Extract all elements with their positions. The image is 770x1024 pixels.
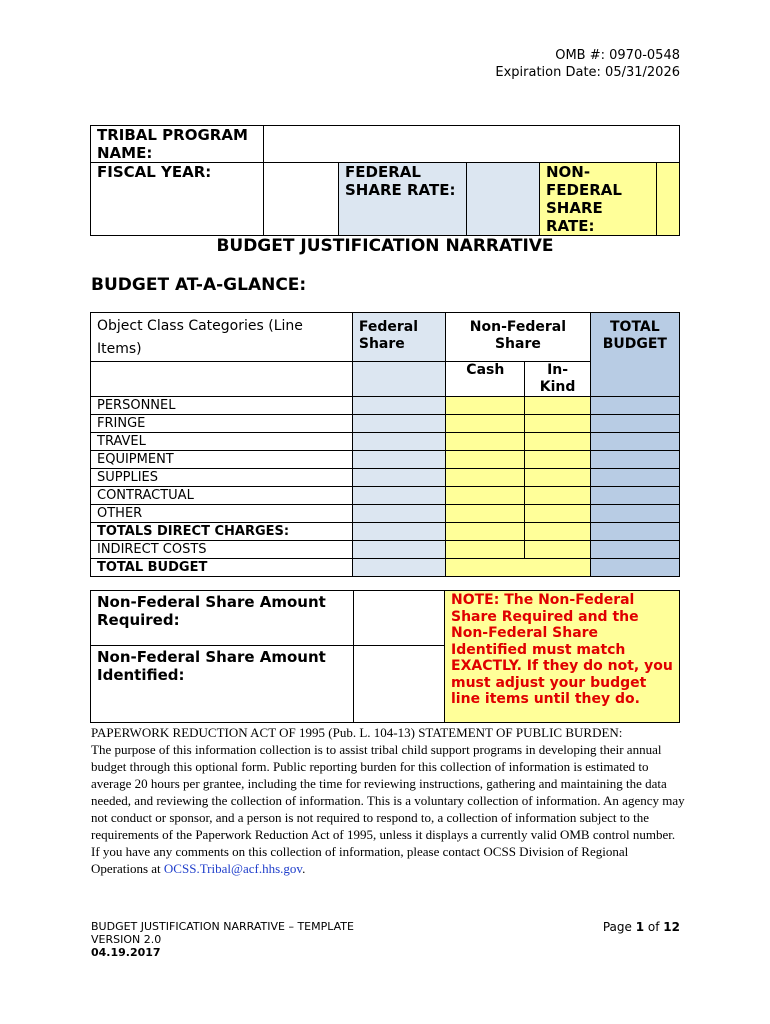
omb-number: OMB #: 0970-0548 bbox=[555, 48, 680, 63]
row-label-total-direct: TOTALS DIRECT CHARGES: bbox=[91, 523, 353, 541]
equipment-inkind-cell[interactable] bbox=[525, 451, 590, 469]
indirect-cash-cell[interactable] bbox=[446, 541, 525, 559]
equipment-cash-cell[interactable] bbox=[446, 451, 525, 469]
row-label-indirect: INDIRECT COSTS bbox=[91, 541, 353, 559]
col-header-inkind: In-Kind bbox=[525, 362, 590, 397]
fringe-cash-cell[interactable] bbox=[446, 415, 525, 433]
row-label-other: OTHER bbox=[91, 505, 353, 523]
current-page: 1 bbox=[635, 920, 645, 934]
contractual-cash-cell[interactable] bbox=[446, 487, 525, 505]
indirect-total-cell[interactable] bbox=[590, 541, 679, 559]
travel-inkind-cell[interactable] bbox=[525, 433, 590, 451]
equipment-federal-cell[interactable] bbox=[352, 451, 445, 469]
indirect-federal-cell[interactable] bbox=[352, 541, 445, 559]
personnel-federal-cell[interactable] bbox=[352, 397, 445, 415]
header-spacer-federal bbox=[352, 362, 445, 397]
travel-federal-cell[interactable] bbox=[352, 433, 445, 451]
personnel-inkind-cell[interactable] bbox=[525, 397, 590, 415]
supplies-federal-cell[interactable] bbox=[352, 469, 445, 487]
col-header-cash: Cash bbox=[446, 362, 525, 397]
travel-total-cell[interactable] bbox=[590, 433, 679, 451]
col-header-nonfederal: Non-Federal Share bbox=[446, 313, 590, 362]
contractual-total-cell[interactable] bbox=[590, 487, 679, 505]
fiscal-year-label: FISCAL YEAR: bbox=[91, 163, 264, 236]
row-label-contractual: CONTRACTUAL bbox=[91, 487, 353, 505]
total-direct-total-cell[interactable] bbox=[590, 523, 679, 541]
row-label-travel: TRAVEL bbox=[91, 433, 353, 451]
budget-table bbox=[90, 312, 680, 577]
col-header-federal: Federal Share bbox=[352, 313, 445, 362]
supplies-inkind-cell[interactable] bbox=[525, 469, 590, 487]
page-word: Page bbox=[602, 920, 632, 934]
equipment-total-cell[interactable] bbox=[590, 451, 679, 469]
match-note: NOTE: The Non-Federal Share Required and the Non-Federal Share Identified must match EXACTLY. If they do not, you must adjust your budget line items until they do. bbox=[445, 591, 680, 723]
paperwork-statement bbox=[91, 724, 687, 877]
paperwork-body bbox=[91, 741, 687, 877]
footer-date: 04.19.2017 bbox=[91, 946, 161, 959]
omb-header bbox=[495, 47, 680, 81]
nonfederal-identified-field[interactable] bbox=[354, 646, 445, 723]
supplies-total-cell[interactable] bbox=[590, 469, 679, 487]
budget-glance-heading: BUDGET AT-A-GLANCE: bbox=[91, 275, 307, 295]
row-label-personnel: PERSONNEL bbox=[91, 397, 353, 415]
paperwork-heading: PAPERWORK REDUCTION ACT OF 1995 (Pub. L. 104-13) STATEMENT OF PUBLIC BURDEN: bbox=[91, 725, 623, 740]
of-word: of bbox=[647, 920, 660, 934]
personnel-total-cell[interactable] bbox=[590, 397, 679, 415]
other-cash-cell[interactable] bbox=[446, 505, 525, 523]
footer-left bbox=[91, 920, 354, 959]
contractual-inkind-cell[interactable] bbox=[525, 487, 590, 505]
nonfederal-identified-label: Non-Federal Share Amount Identified: bbox=[91, 646, 354, 723]
nonfederal-required-field[interactable] bbox=[354, 591, 445, 646]
total-budget-federal-cell[interactable] bbox=[352, 559, 445, 577]
program-name-field[interactable] bbox=[264, 126, 680, 163]
non-federal-share-rate-label: NON-FEDERAL SHARE RATE: bbox=[540, 163, 657, 236]
total-direct-inkind-cell[interactable] bbox=[525, 523, 590, 541]
program-info-table bbox=[90, 125, 680, 236]
contact-email-link[interactable]: OCSS.Tribal@acf.hhs.gov bbox=[163, 861, 303, 876]
other-federal-cell[interactable] bbox=[352, 505, 445, 523]
fiscal-year-field[interactable] bbox=[264, 163, 339, 236]
travel-cash-cell[interactable] bbox=[446, 433, 525, 451]
federal-share-rate-label: FEDERAL SHARE RATE: bbox=[339, 163, 467, 236]
col-header-total: TOTAL BUDGET bbox=[590, 313, 679, 397]
total-direct-federal-cell[interactable] bbox=[352, 523, 445, 541]
other-inkind-cell[interactable] bbox=[525, 505, 590, 523]
fringe-federal-cell[interactable] bbox=[352, 415, 445, 433]
expiration-date: Expiration Date: 05/31/2026 bbox=[495, 65, 680, 80]
row-label-supplies: SUPPLIES bbox=[91, 469, 353, 487]
nonfederal-required-label: Non-Federal Share Amount Required: bbox=[91, 591, 354, 646]
page-number bbox=[603, 920, 680, 934]
fringe-total-cell[interactable] bbox=[590, 415, 679, 433]
col-header-category: Object Class Categories (Line Items) bbox=[91, 313, 353, 362]
row-label-equipment: EQUIPMENT bbox=[91, 451, 353, 469]
contractual-federal-cell[interactable] bbox=[352, 487, 445, 505]
total-direct-cash-cell[interactable] bbox=[446, 523, 525, 541]
footer-version: VERSION 2.0 bbox=[91, 933, 162, 946]
personnel-cash-cell[interactable] bbox=[446, 397, 525, 415]
page-title: BUDGET JUSTIFICATION NARRATIVE bbox=[216, 236, 554, 256]
total-pages: 12 bbox=[663, 920, 680, 934]
footer-doc-title: BUDGET JUSTIFICATION NARRATIVE – TEMPLATE bbox=[91, 920, 354, 933]
total-budget-total-cell[interactable] bbox=[590, 559, 679, 577]
non-federal-share-rate-field[interactable] bbox=[657, 163, 680, 236]
paperwork-body-text: The purpose of this information collection is to assist tribal child support programs in developing their annual budget through this optional form. Public reporting burden for this collection of information is estimated to average 20 hours per grantee, including the time for reviewing instructions, gathering and maintaining the data needed, and reviewing the collection of information. This is a voluntary collection of information. An agency may not conduct or sponsor, and a person is not required to respond to, a collection of information subject to the requirements of the Paperwork Reduction Act of 1995, unless it displays a currently valid OMB control number. If you have any comments on this collection of information, please contact OCSS Division of Regional Operations at bbox=[91, 742, 685, 876]
paperwork-period: . bbox=[302, 861, 306, 876]
row-label-total-budget: TOTAL BUDGET bbox=[91, 559, 353, 577]
header-spacer bbox=[91, 362, 353, 397]
nonfederal-share-table bbox=[90, 590, 680, 723]
other-total-cell[interactable] bbox=[590, 505, 679, 523]
program-name-label: TRIBAL PROGRAM NAME: bbox=[91, 126, 264, 163]
federal-share-rate-field[interactable] bbox=[467, 163, 540, 236]
row-label-fringe: FRINGE bbox=[91, 415, 353, 433]
indirect-inkind-cell[interactable] bbox=[525, 541, 590, 559]
supplies-cash-cell[interactable] bbox=[446, 469, 525, 487]
total-budget-nonfederal-cell[interactable] bbox=[446, 559, 590, 577]
fringe-inkind-cell[interactable] bbox=[525, 415, 590, 433]
